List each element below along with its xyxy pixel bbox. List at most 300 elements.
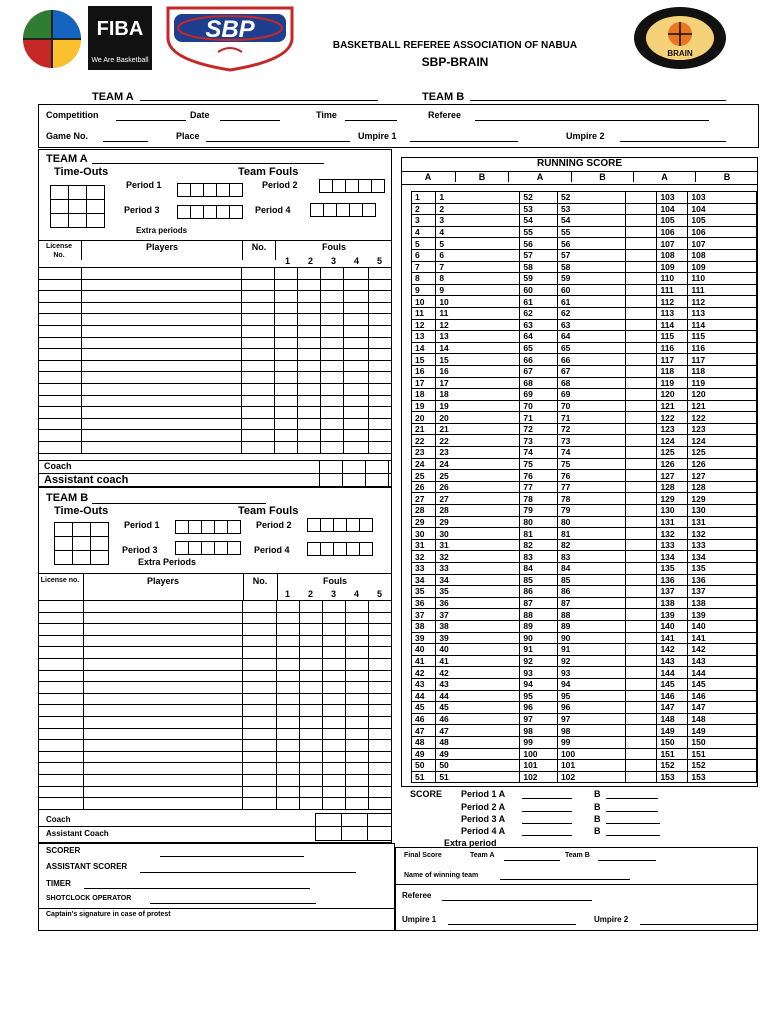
running-score-cell[interactable]: 9 (436, 284, 520, 296)
player-cell[interactable] (368, 635, 391, 647)
team-b-period1-boxes[interactable] (176, 520, 241, 534)
running-score-cell[interactable]: 54 (520, 215, 558, 227)
player-cell[interactable] (321, 314, 344, 326)
player-cell[interactable] (298, 337, 321, 349)
running-score-cell[interactable]: 133 (657, 539, 688, 551)
running-score-row[interactable] (412, 736, 757, 748)
player-cell[interactable] (344, 441, 369, 453)
team-b-coach-fouls[interactable] (316, 813, 392, 841)
running-score-cell[interactable]: 90 (520, 632, 558, 644)
player-cell[interactable] (368, 728, 391, 740)
player-cell[interactable] (300, 763, 323, 775)
running-score-cell[interactable]: 32 (412, 551, 436, 563)
running-score-cell[interactable]: 1 (412, 192, 436, 204)
player-cell[interactable] (277, 682, 300, 694)
running-score-cell[interactable]: 73 (557, 435, 626, 447)
running-score-cell[interactable]: 102 (557, 771, 626, 783)
running-score-cell[interactable]: 139 (688, 609, 757, 621)
running-score-cell[interactable]: 18 (436, 389, 520, 401)
running-score-cell[interactable]: 59 (520, 273, 558, 285)
running-score-cell[interactable]: 8 (412, 273, 436, 285)
running-score-cell[interactable]: 99 (557, 736, 626, 748)
player-cell[interactable] (323, 682, 346, 694)
running-score-cell[interactable]: 37 (436, 609, 520, 621)
running-score-cell[interactable]: 53 (520, 203, 558, 215)
running-score-cell[interactable]: 65 (520, 342, 558, 354)
running-score-cell[interactable]: 121 (688, 400, 757, 412)
running-score-cell[interactable]: 85 (557, 574, 626, 586)
player-cell[interactable] (242, 360, 275, 372)
running-score-cell[interactable]: 100 (557, 748, 626, 760)
player-cell[interactable] (346, 705, 369, 717)
running-score-cell[interactable]: 144 (688, 667, 757, 679)
player-cell[interactable] (243, 751, 277, 763)
player-cell[interactable] (346, 798, 369, 810)
running-score-cell[interactable]: 140 (688, 620, 757, 632)
running-score-cell[interactable]: 30 (412, 528, 436, 540)
player-cell[interactable] (368, 658, 391, 670)
running-score-cell[interactable]: 98 (520, 725, 558, 737)
running-score-cell[interactable] (626, 203, 657, 215)
player-cell[interactable] (81, 441, 242, 453)
running-score-cell[interactable]: 77 (520, 481, 558, 493)
player-row[interactable] (39, 601, 392, 613)
running-score-cell[interactable] (626, 261, 657, 273)
period2-a-field[interactable] (522, 811, 572, 812)
player-cell[interactable] (39, 430, 82, 442)
player-cell[interactable] (321, 279, 344, 291)
player-cell[interactable] (277, 624, 300, 636)
assistant-scorer-field[interactable] (140, 872, 356, 873)
player-cell[interactable] (242, 302, 275, 314)
player-cell[interactable] (344, 349, 369, 361)
running-score-cell[interactable]: 15 (436, 354, 520, 366)
period4-b-field[interactable] (606, 835, 660, 836)
running-score-row[interactable] (412, 655, 757, 667)
player-cell[interactable] (344, 279, 369, 291)
player-cell[interactable] (369, 268, 392, 280)
player-cell[interactable] (298, 395, 321, 407)
player-cell[interactable] (39, 705, 84, 717)
running-score-cell[interactable] (626, 354, 657, 366)
running-score-cell[interactable]: 71 (520, 412, 558, 424)
running-score-cell[interactable]: 102 (520, 771, 558, 783)
running-score-cell[interactable]: 1 (436, 192, 520, 204)
player-cell[interactable] (298, 383, 321, 395)
running-score-row[interactable] (412, 447, 757, 459)
running-score-cell[interactable]: 5 (436, 238, 520, 250)
running-score-cell[interactable]: 76 (520, 470, 558, 482)
running-score-cell[interactable]: 4 (436, 226, 520, 238)
player-cell[interactable] (369, 302, 392, 314)
running-score-cell[interactable]: 104 (688, 203, 757, 215)
running-score-cell[interactable] (626, 713, 657, 725)
running-score-cell[interactable]: 132 (657, 528, 688, 540)
team-b-name-field[interactable] (92, 503, 266, 504)
running-score-cell[interactable]: 129 (657, 493, 688, 505)
running-score-cell[interactable] (626, 597, 657, 609)
running-score-row[interactable] (412, 342, 757, 354)
running-score-cell[interactable]: 38 (436, 620, 520, 632)
running-score-cell[interactable]: 21 (436, 423, 520, 435)
running-score-cell[interactable]: 100 (520, 748, 558, 760)
player-cell[interactable] (344, 372, 369, 384)
running-score-cell[interactable]: 34 (412, 574, 436, 586)
running-score-cell[interactable]: 25 (412, 470, 436, 482)
running-score-cell[interactable] (626, 609, 657, 621)
player-cell[interactable] (83, 612, 243, 624)
running-score-cell[interactable]: 11 (412, 307, 436, 319)
running-score-cell[interactable]: 49 (412, 748, 436, 760)
player-cell[interactable] (300, 728, 323, 740)
running-score-cell[interactable]: 74 (520, 447, 558, 459)
player-cell[interactable] (242, 291, 275, 303)
team-a-period3-boxes[interactable] (178, 205, 243, 219)
running-score-cell[interactable]: 45 (436, 702, 520, 714)
player-cell[interactable] (81, 407, 242, 419)
player-cell[interactable] (346, 716, 369, 728)
running-score-cell[interactable]: 86 (557, 586, 626, 598)
player-cell[interactable] (323, 624, 346, 636)
player-cell[interactable] (39, 337, 82, 349)
running-score-cell[interactable] (626, 539, 657, 551)
player-cell[interactable] (369, 349, 392, 361)
player-cell[interactable] (344, 325, 369, 337)
running-score-cell[interactable]: 140 (657, 620, 688, 632)
player-cell[interactable] (346, 693, 369, 705)
running-score-cell[interactable]: 152 (657, 760, 688, 772)
running-score-cell[interactable]: 22 (412, 435, 436, 447)
player-cell[interactable] (81, 383, 242, 395)
running-score-row[interactable] (412, 354, 757, 366)
running-score-cell[interactable]: 79 (557, 505, 626, 517)
running-score-cell[interactable]: 61 (557, 296, 626, 308)
running-score-cell[interactable]: 41 (436, 655, 520, 667)
running-score-cell[interactable]: 98 (557, 725, 626, 737)
running-score-row[interactable] (412, 458, 757, 470)
running-score-cell[interactable] (626, 447, 657, 459)
running-score-cell[interactable]: 91 (557, 644, 626, 656)
running-score-cell[interactable]: 113 (657, 307, 688, 319)
running-score-cell[interactable]: 106 (657, 226, 688, 238)
running-score-cell[interactable]: 67 (557, 365, 626, 377)
player-cell[interactable] (275, 268, 298, 280)
player-cell[interactable] (298, 302, 321, 314)
running-score-cell[interactable]: 48 (412, 736, 436, 748)
player-cell[interactable] (368, 716, 391, 728)
running-score-cell[interactable]: 134 (688, 551, 757, 563)
running-score-cell[interactable]: 58 (557, 261, 626, 273)
running-score-cell[interactable]: 75 (557, 458, 626, 470)
player-cell[interactable] (298, 291, 321, 303)
player-cell[interactable] (243, 612, 277, 624)
player-cell[interactable] (243, 670, 277, 682)
player-cell[interactable] (298, 360, 321, 372)
team-a-players-table[interactable] (38, 267, 392, 454)
running-score-cell[interactable]: 16 (412, 365, 436, 377)
player-cell[interactable] (369, 279, 392, 291)
running-score-row[interactable] (412, 192, 757, 204)
player-cell[interactable] (83, 601, 243, 613)
final-umpire1-field[interactable] (448, 924, 576, 925)
player-cell[interactable] (300, 682, 323, 694)
running-score-cell[interactable]: 33 (412, 563, 436, 575)
player-cell[interactable] (321, 372, 344, 384)
player-cell[interactable] (39, 279, 82, 291)
team-a-coach-fouls[interactable] (320, 460, 389, 487)
player-row[interactable] (39, 372, 392, 384)
player-row[interactable] (39, 740, 392, 752)
referee-field[interactable] (475, 120, 709, 121)
team-b-timeouts-grid[interactable] (54, 522, 108, 564)
period3-a-field[interactable] (522, 823, 572, 824)
player-cell[interactable] (83, 624, 243, 636)
running-score-cell[interactable]: 130 (688, 505, 757, 517)
running-score-cell[interactable]: 93 (520, 667, 558, 679)
running-score-cell[interactable]: 151 (688, 748, 757, 760)
player-cell[interactable] (344, 291, 369, 303)
running-score-cell[interactable] (626, 505, 657, 517)
player-cell[interactable] (323, 786, 346, 798)
running-score-cell[interactable]: 45 (412, 702, 436, 714)
running-score-cell[interactable]: 116 (657, 342, 688, 354)
player-cell[interactable] (300, 647, 323, 659)
player-cell[interactable] (81, 302, 242, 314)
player-cell[interactable] (39, 291, 82, 303)
running-score-cell[interactable]: 103 (688, 192, 757, 204)
running-score-cell[interactable] (626, 249, 657, 261)
game-no-field[interactable] (103, 141, 148, 142)
competition-field[interactable] (116, 120, 186, 121)
running-score-cell[interactable]: 125 (657, 447, 688, 459)
player-cell[interactable] (83, 670, 243, 682)
running-score-cell[interactable]: 94 (520, 678, 558, 690)
running-score-cell[interactable]: 5 (412, 238, 436, 250)
player-row[interactable] (39, 314, 392, 326)
running-score-row[interactable] (412, 389, 757, 401)
player-cell[interactable] (369, 360, 392, 372)
running-score-cell[interactable]: 7 (436, 261, 520, 273)
running-score-cell[interactable]: 47 (436, 725, 520, 737)
player-cell[interactable] (83, 728, 243, 740)
running-score-cell[interactable]: 143 (688, 655, 757, 667)
running-score-cell[interactable]: 36 (436, 597, 520, 609)
running-score-row[interactable] (412, 423, 757, 435)
running-score-cell[interactable] (626, 226, 657, 238)
running-score-cell[interactable]: 57 (557, 249, 626, 261)
running-score-row[interactable] (412, 771, 757, 783)
player-cell[interactable] (323, 763, 346, 775)
running-score-cell[interactable]: 143 (657, 655, 688, 667)
running-score-cell[interactable]: 46 (436, 713, 520, 725)
player-cell[interactable] (39, 693, 84, 705)
player-cell[interactable] (83, 635, 243, 647)
running-score-cell[interactable]: 136 (688, 574, 757, 586)
running-score-cell[interactable] (626, 342, 657, 354)
player-cell[interactable] (323, 612, 346, 624)
player-row[interactable] (39, 682, 392, 694)
final-team-b-field[interactable] (598, 860, 656, 861)
player-cell[interactable] (39, 763, 84, 775)
running-score-cell[interactable]: 144 (657, 667, 688, 679)
running-score-cell[interactable]: 8 (436, 273, 520, 285)
player-cell[interactable] (275, 441, 298, 453)
running-score-cell[interactable]: 40 (436, 644, 520, 656)
player-cell[interactable] (323, 601, 346, 613)
period1-b-field[interactable] (606, 798, 658, 799)
player-cell[interactable] (368, 682, 391, 694)
running-score-cell[interactable]: 94 (557, 678, 626, 690)
running-score-cell[interactable]: 78 (557, 493, 626, 505)
player-row[interactable] (39, 279, 392, 291)
running-score-cell[interactable]: 137 (657, 586, 688, 598)
running-score-cell[interactable]: 12 (412, 319, 436, 331)
player-cell[interactable] (321, 337, 344, 349)
player-cell[interactable] (344, 407, 369, 419)
team-a-period2-boxes[interactable] (320, 179, 385, 193)
team-b-period3-boxes[interactable] (176, 541, 241, 555)
player-cell[interactable] (346, 635, 369, 647)
player-cell[interactable] (83, 786, 243, 798)
running-score-cell[interactable]: 122 (657, 412, 688, 424)
player-row[interactable] (39, 647, 392, 659)
player-cell[interactable] (298, 268, 321, 280)
player-cell[interactable] (368, 774, 391, 786)
running-score-row[interactable] (412, 644, 757, 656)
player-cell[interactable] (243, 601, 277, 613)
running-score-row[interactable] (412, 563, 757, 575)
running-score-cell[interactable]: 123 (688, 423, 757, 435)
player-cell[interactable] (298, 372, 321, 384)
player-cell[interactable] (81, 314, 242, 326)
running-score-cell[interactable]: 11 (436, 307, 520, 319)
running-score-cell[interactable]: 10 (436, 296, 520, 308)
date-field[interactable] (220, 120, 280, 121)
running-score-cell[interactable]: 141 (657, 632, 688, 644)
running-score-cell[interactable] (626, 667, 657, 679)
running-score-cell[interactable]: 28 (436, 505, 520, 517)
running-score-cell[interactable]: 82 (520, 539, 558, 551)
running-score-cell[interactable]: 44 (412, 690, 436, 702)
running-score-cell[interactable]: 76 (557, 470, 626, 482)
running-score-cell[interactable]: 150 (657, 736, 688, 748)
running-score-cell[interactable]: 93 (557, 667, 626, 679)
player-row[interactable] (39, 705, 392, 717)
running-score-row[interactable] (412, 365, 757, 377)
running-score-cell[interactable]: 129 (688, 493, 757, 505)
running-score-cell[interactable]: 107 (657, 238, 688, 250)
running-score-row[interactable] (412, 331, 757, 343)
running-score-cell[interactable]: 123 (657, 423, 688, 435)
running-score-cell[interactable] (626, 736, 657, 748)
running-score-cell[interactable]: 104 (657, 203, 688, 215)
player-cell[interactable] (344, 395, 369, 407)
period3-b-field[interactable] (606, 823, 660, 824)
running-score-cell[interactable]: 109 (657, 261, 688, 273)
player-cell[interactable] (81, 395, 242, 407)
player-cell[interactable] (277, 612, 300, 624)
running-score-cell[interactable]: 137 (688, 586, 757, 598)
running-score-cell[interactable]: 72 (557, 423, 626, 435)
running-score-cell[interactable]: 105 (657, 215, 688, 227)
running-score-cell[interactable] (626, 331, 657, 343)
player-cell[interactable] (300, 624, 323, 636)
running-score-cell[interactable]: 147 (688, 702, 757, 714)
player-cell[interactable] (275, 407, 298, 419)
player-cell[interactable] (81, 360, 242, 372)
player-cell[interactable] (275, 325, 298, 337)
running-score-cell[interactable]: 89 (520, 620, 558, 632)
player-cell[interactable] (242, 441, 275, 453)
running-score-cell[interactable]: 68 (557, 377, 626, 389)
running-score-cell[interactable]: 47 (412, 725, 436, 737)
player-cell[interactable] (277, 740, 300, 752)
player-cell[interactable] (298, 407, 321, 419)
player-row[interactable] (39, 395, 392, 407)
running-score-cell[interactable] (626, 215, 657, 227)
player-cell[interactable] (321, 383, 344, 395)
player-cell[interactable] (39, 774, 84, 786)
running-score-cell[interactable]: 56 (557, 238, 626, 250)
running-score-cell[interactable]: 16 (436, 365, 520, 377)
running-score-cell[interactable]: 70 (557, 400, 626, 412)
running-score-row[interactable] (412, 678, 757, 690)
running-score-cell[interactable]: 2 (412, 203, 436, 215)
player-cell[interactable] (83, 705, 243, 717)
player-cell[interactable] (275, 383, 298, 395)
player-cell[interactable] (243, 682, 277, 694)
player-cell[interactable] (346, 670, 369, 682)
running-score-cell[interactable]: 3 (436, 215, 520, 227)
player-cell[interactable] (39, 268, 82, 280)
running-score-row[interactable] (412, 516, 757, 528)
player-cell[interactable] (83, 774, 243, 786)
player-cell[interactable] (243, 624, 277, 636)
running-score-cell[interactable]: 89 (557, 620, 626, 632)
final-umpire2-field[interactable] (640, 924, 758, 925)
running-score-row[interactable] (412, 261, 757, 273)
player-cell[interactable] (39, 751, 84, 763)
running-score-row[interactable] (412, 296, 757, 308)
running-score-cell[interactable]: 67 (520, 365, 558, 377)
player-cell[interactable] (83, 647, 243, 659)
player-cell[interactable] (368, 601, 391, 613)
running-score-cell[interactable] (626, 725, 657, 737)
running-score-cell[interactable]: 72 (520, 423, 558, 435)
running-score-cell[interactable] (626, 690, 657, 702)
player-cell[interactable] (242, 337, 275, 349)
running-score-cell[interactable] (626, 516, 657, 528)
running-score-row[interactable] (412, 725, 757, 737)
running-score-cell[interactable]: 117 (688, 354, 757, 366)
running-score-cell[interactable]: 148 (657, 713, 688, 725)
player-cell[interactable] (39, 302, 82, 314)
player-cell[interactable] (39, 635, 84, 647)
player-cell[interactable] (243, 705, 277, 717)
running-score-cell[interactable]: 117 (657, 354, 688, 366)
final-team-a-field[interactable] (504, 860, 560, 861)
player-cell[interactable] (243, 635, 277, 647)
running-score-cell[interactable]: 78 (520, 493, 558, 505)
running-score-cell[interactable] (626, 481, 657, 493)
running-score-cell[interactable] (626, 423, 657, 435)
player-cell[interactable] (275, 302, 298, 314)
player-cell[interactable] (346, 647, 369, 659)
running-score-row[interactable] (412, 400, 757, 412)
running-score-cell[interactable]: 84 (557, 563, 626, 575)
running-score-cell[interactable]: 111 (688, 284, 757, 296)
running-score-cell[interactable]: 96 (520, 702, 558, 714)
